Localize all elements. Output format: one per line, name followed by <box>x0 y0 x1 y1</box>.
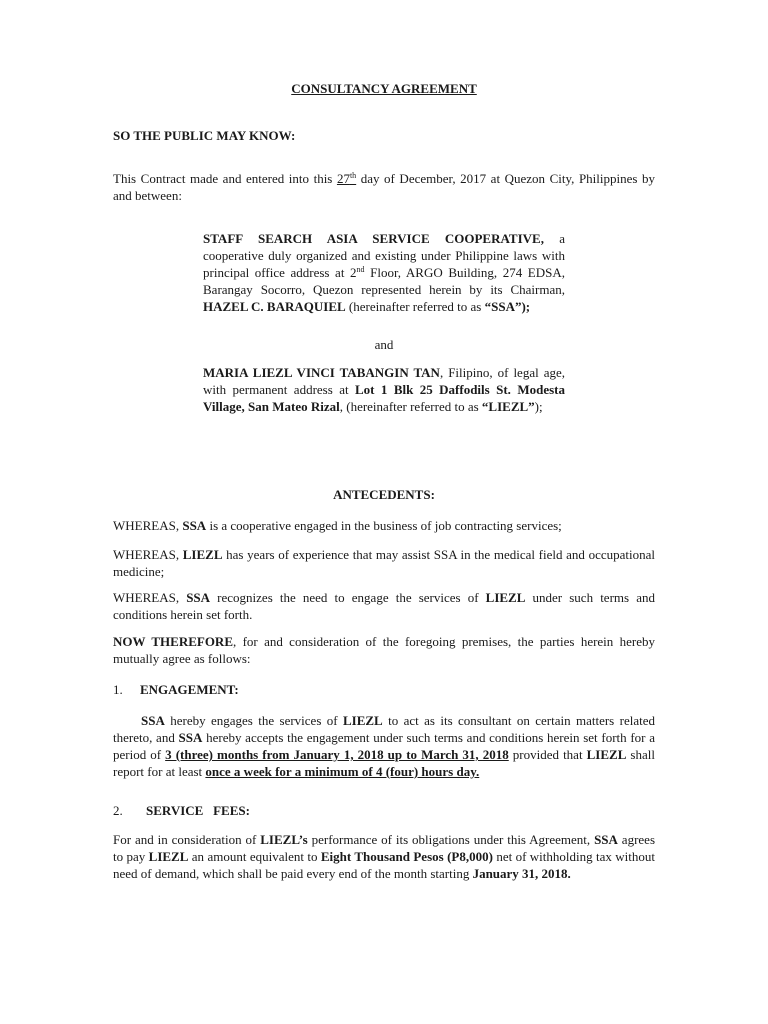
whereas-3: WHEREAS, SSA recognizes the need to engage the services of LIEZL under such terms and conditions herein set forth. <box>113 590 655 622</box>
whereas-1: WHEREAS, SSA is a cooperative engaged in the business of job contracting services; <box>113 518 562 533</box>
section1-number: 1. <box>113 682 123 697</box>
intro-paragraph: This Contract made and entered into this 27th day of December, 2017 at Quezon City, Philippines by and between: <box>113 171 656 203</box>
section2-body: For and in consideration of LIEZL’s performance of its obligations under this Agreement, SSA agrees to pay LIEZL an amount equivalent to Eight Thousand Pesos (P8,000) net of withholding tax without need of demand, which shall be paid every end of the month starting January 31, 2018. <box>113 832 656 881</box>
section1-heading: ENGAGEMENT: <box>140 682 239 697</box>
antecedents-heading: ANTECEDENTS: <box>333 487 435 502</box>
section2-number: 2. <box>113 803 123 818</box>
party2-paragraph: MARIA LIEZL VINCI TABANGIN TAN, Filipino, of legal age, with permanent address at Lot 1 Blk 25 Daffodils St. Modesta Village, San Mateo Rizal, (hereinafter referred to as “LIEZL”); <box>203 365 566 414</box>
whereas-2: WHEREAS, LIEZL has years of experience that may assist SSA in the medical field and occupational medicine; <box>113 547 655 579</box>
opening-line: SO THE PUBLIC MAY KNOW: <box>113 128 296 143</box>
section2-heading: SERVICE FEES: <box>146 803 250 818</box>
and-separator: and <box>374 337 394 352</box>
section1-body: SSA hereby engages the services of LIEZL to act as its consultant on certain matters related thereto, and SSA hereby accepts the engagement under such terms and conditions herein set forth for a period of 3 (three) months from January 1, 2018 up to March 31, 2018 provided that LIEZL shall report for at least once a week for a minimum of 4 (four) hours day. <box>113 713 655 779</box>
now-therefore-paragraph: NOW THEREFORE, for and consideration of the foregoing premises, the parties herein hereby mutually agree as follows: <box>113 634 656 666</box>
document-title: CONSULTANCY AGREEMENT <box>291 81 477 96</box>
party1-paragraph: STAFF SEARCH ASIA SERVICE COOPERATIVE, a cooperative duly organized and existing under Philippine laws with principal office address at 2nd Floor, ARGO Building, 274 EDSA, Barangay Socorro, Quezon represented herein by its Chairman, HAZEL C. BARAQUIEL (hereinafter referred to as “SSA”); <box>203 231 565 314</box>
